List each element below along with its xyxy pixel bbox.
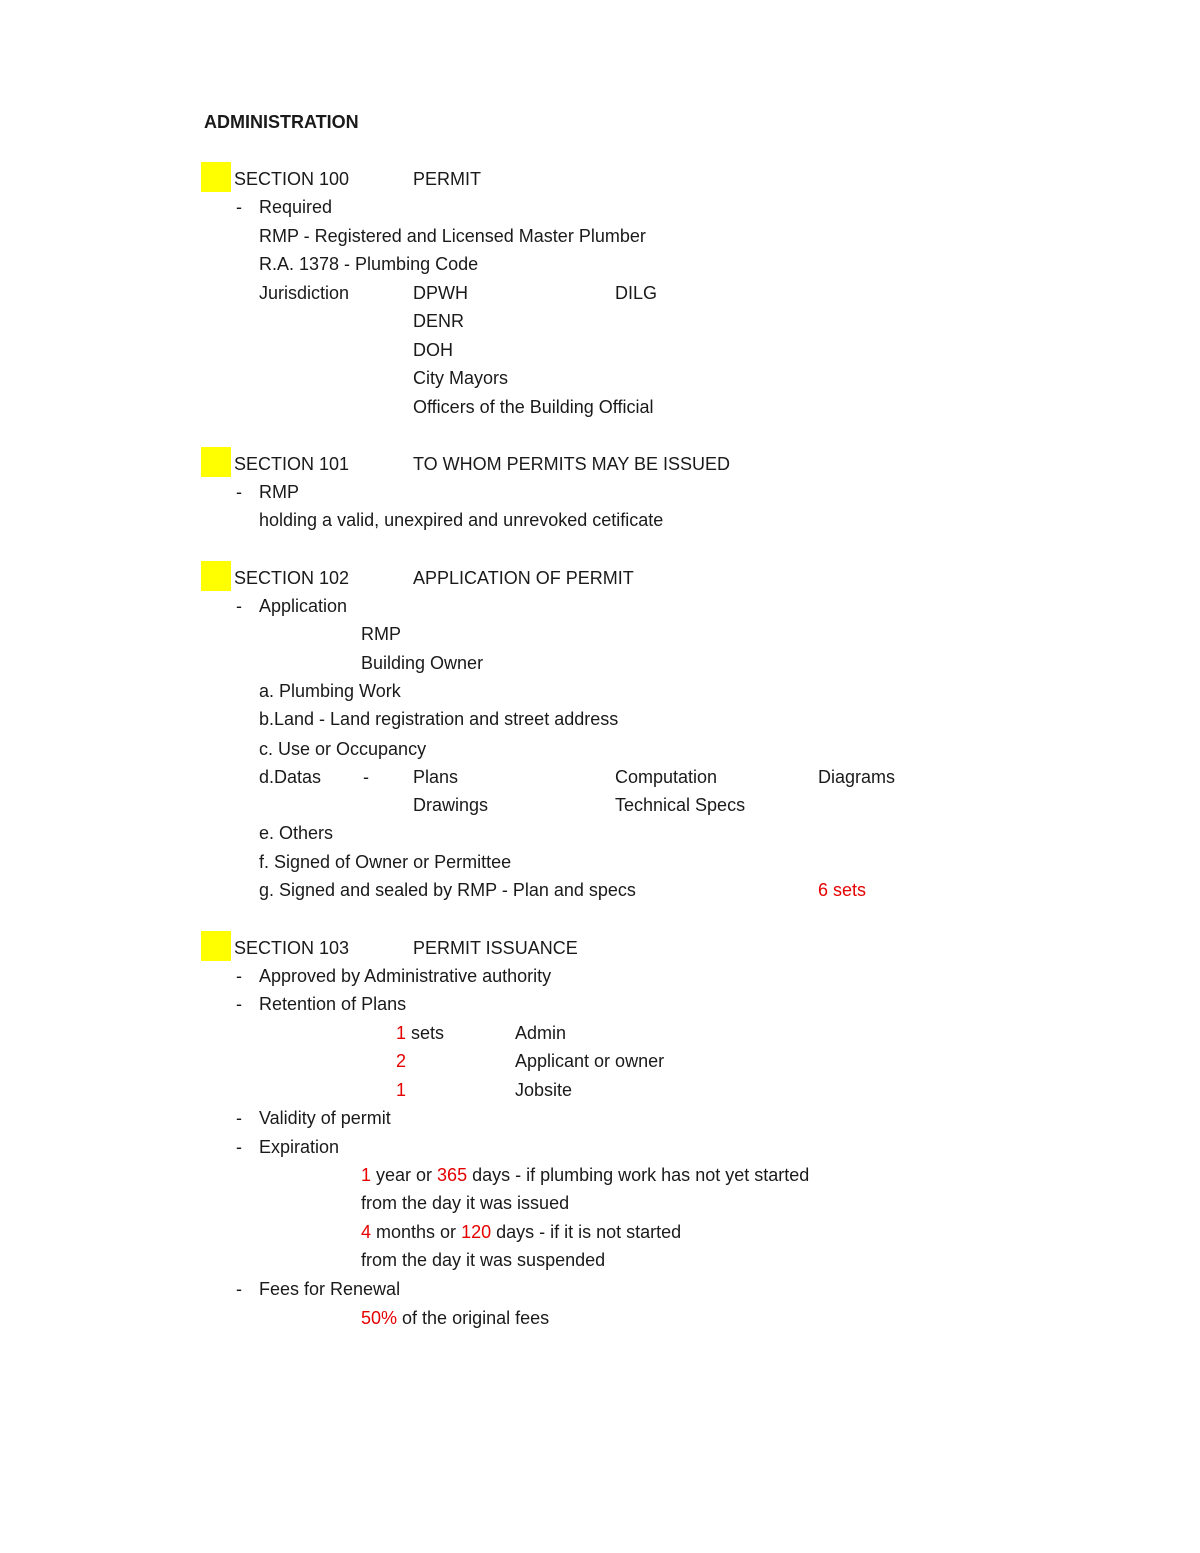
retention-text: Retention of Plans: [259, 994, 407, 1014]
item-g: g. Signed and sealed by RMP - Plan and specs: [259, 880, 636, 900]
retention-count: 2: [396, 1051, 407, 1071]
data-item: Drawings: [413, 795, 489, 815]
bullet-dash: -: [236, 966, 242, 986]
rmp-definition: RMP - Registered and Licensed Master Plumber: [259, 226, 646, 246]
expiration-rule-2-note: from the day it was suspended: [361, 1250, 606, 1270]
bullet-dash: -: [236, 1279, 242, 1299]
section-100-title: PERMIT: [413, 169, 482, 189]
required-text: Required: [259, 197, 333, 217]
section-100-label: SECTION 100: [234, 169, 350, 189]
bullet-dash: -: [236, 994, 242, 1014]
expiration-rule-1: 1 year or 365 days - if plumbing work has not yet started: [361, 1165, 810, 1185]
validity-text: Validity of permit: [259, 1108, 391, 1128]
agency-item: Officers of the Building Official: [413, 397, 654, 417]
jurisdiction-label: Jurisdiction: [259, 283, 350, 303]
bullet-dash: -: [236, 596, 242, 616]
expiration-rule-1-note: from the day it was issued: [361, 1193, 570, 1213]
bullet-dash: -: [236, 1137, 242, 1157]
retention-recipient: Admin: [515, 1023, 567, 1043]
ra-plumbing-code: R.A. 1378 - Plumbing Code: [259, 254, 479, 274]
section-highlight: [201, 162, 231, 192]
application-text: Application: [259, 596, 348, 616]
retention-recipient: Applicant or owner: [515, 1051, 665, 1071]
section-103-label: SECTION 103: [234, 938, 350, 958]
item-d-dash: -: [363, 767, 369, 787]
retention-recipient: Jobsite: [515, 1080, 573, 1100]
item-c: c. Use or Occupancy: [259, 739, 427, 759]
item-b: b.Land - Land registration and street address: [259, 709, 619, 729]
expiration-rule-2: 4 months or 120 days - if it is not started: [361, 1222, 682, 1242]
agency-item: DILG: [615, 283, 658, 303]
section-101-title: TO WHOM PERMITS MAY BE ISSUED: [413, 454, 731, 474]
section-102-label: SECTION 102: [234, 568, 350, 588]
applicant-rmp: RMP: [361, 624, 401, 644]
page-title: ADMINISTRATION: [204, 112, 359, 132]
section-103-title: PERMIT ISSUANCE: [413, 938, 578, 958]
bullet-dash: -: [236, 197, 242, 217]
retention-count: 1: [396, 1080, 407, 1100]
retention-count: 1 sets: [396, 1023, 445, 1043]
data-item: Technical Specs: [615, 795, 746, 815]
sets-count: 6 sets: [818, 880, 867, 900]
data-item: Plans: [413, 767, 459, 787]
renewal-fee: 50% of the original fees: [361, 1308, 550, 1328]
holding-text: holding a valid, unexpired and unrevoked cetificate: [259, 510, 664, 530]
bullet-dash: -: [236, 482, 242, 502]
item-f: f. Signed of Owner or Permittee: [259, 852, 512, 872]
agency-item: DOH: [413, 340, 453, 360]
agency-item: DPWH: [413, 283, 468, 303]
item-e: e. Others: [259, 823, 334, 843]
section-101-label: SECTION 101: [234, 454, 350, 474]
section-highlight: [201, 561, 231, 591]
data-item: Diagrams: [818, 767, 896, 787]
agency-item: DENR: [413, 311, 465, 331]
section-highlight: [201, 931, 231, 961]
item-a: a. Plumbing Work: [259, 681, 401, 701]
rmp-text: RMP: [259, 482, 299, 502]
agency-item: City Mayors: [413, 368, 509, 388]
applicant-owner: Building Owner: [361, 653, 484, 673]
bullet-dash: -: [236, 1108, 242, 1128]
item-d: d.Datas: [259, 767, 322, 787]
expiration-text: Expiration: [259, 1137, 340, 1157]
section-102-title: APPLICATION OF PERMIT: [413, 568, 634, 588]
data-item: Computation: [615, 767, 718, 787]
approved-text: Approved by Administrative authority: [259, 966, 552, 986]
renewal-text: Fees for Renewal: [259, 1279, 401, 1299]
section-highlight: [201, 447, 231, 477]
